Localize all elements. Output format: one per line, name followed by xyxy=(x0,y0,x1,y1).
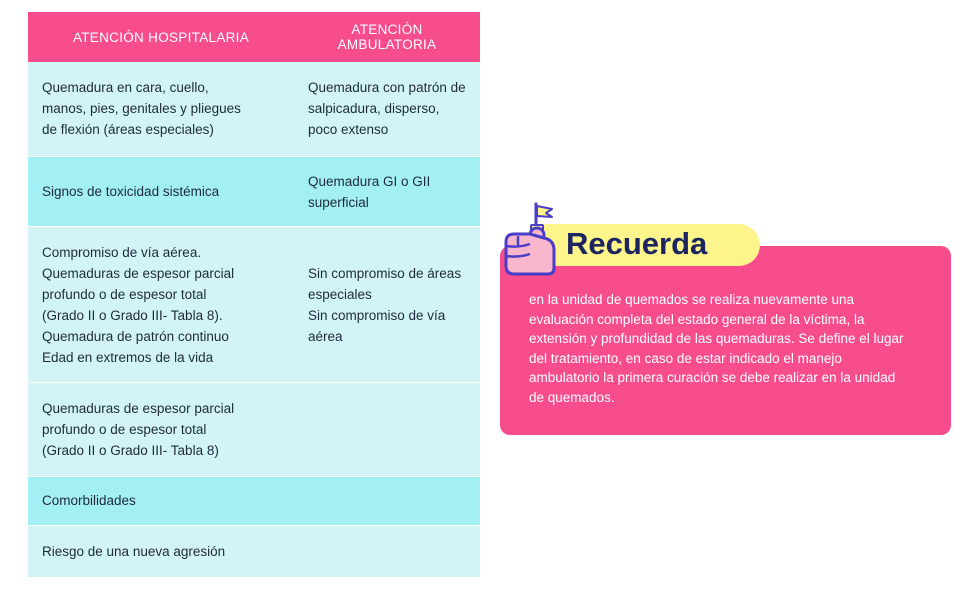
cell-hospital: Comorbilidades xyxy=(28,476,294,525)
cell-ambulatory xyxy=(294,525,480,577)
table-row xyxy=(28,156,480,226)
cell-ambulatory: Quemadura GI o GII superficial xyxy=(294,156,480,226)
callout-title: Recuerda xyxy=(566,226,708,261)
cell-hospital: Quemaduras de espesor parcial profundo o de espesor total (Grado II o Grado III- Tabla 8) xyxy=(28,382,294,476)
cell-ambulatory: Quemadura con patrón de salpicadura, disperso, poco extenso xyxy=(294,62,480,156)
cell-hospital: Quemadura en cara, cuello, manos, pies, genitales y pliegues de flexión (áreas especiales) xyxy=(28,62,294,156)
cell-ambulatory xyxy=(294,476,480,525)
table-row xyxy=(28,226,480,382)
cell-hospital: Compromiso de vía aérea. Quemaduras de espesor parcial profundo o de espesor total (Grado II o Grado III- Tabla 8). Quemadura de patrón continuo Edad en extremos de la vida xyxy=(28,226,294,382)
header-hospital-care: ATENCIÓN HOSPITALARIA xyxy=(28,12,294,62)
table-header-row xyxy=(28,12,480,62)
callout-body-text: en la unidad de quemados se realiza nuevamente una evaluación completa del estado general de la víctima, la extensión y profundidad de las quemaduras. Se define el lugar del tratamiento, en caso de estar indicado el manejo ambulatorio la primera curación se debe realizar en la unidad de quemados. xyxy=(529,292,904,405)
cell-hospital: Riesgo de una nueva agresión xyxy=(28,525,294,577)
table-row xyxy=(28,476,480,525)
table-row xyxy=(28,382,480,476)
table-row xyxy=(28,62,480,156)
cell-hospital: Signos de toxicidad sistémica xyxy=(28,156,294,226)
cell-ambulatory xyxy=(294,382,480,476)
recuerda-callout xyxy=(500,198,951,436)
care-criteria-table xyxy=(28,12,480,578)
finger-with-flag-icon xyxy=(500,198,560,280)
cell-ambulatory: Sin compromiso de áreas especiales Sin compromiso de vía aérea xyxy=(294,226,480,382)
header-ambulatory-care: ATENCIÓN AMBULATORIA xyxy=(294,12,480,62)
table-row xyxy=(28,525,480,577)
